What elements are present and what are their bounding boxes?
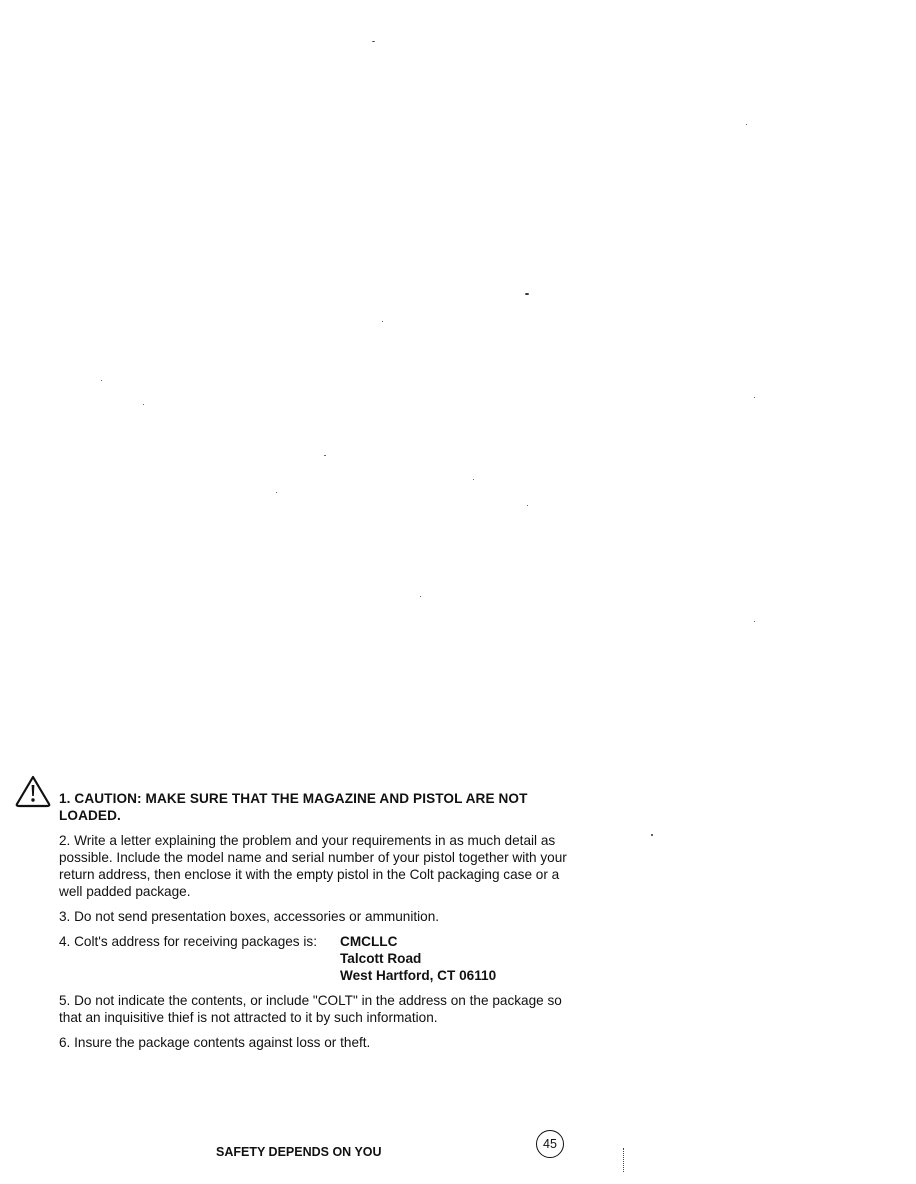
margin-mark xyxy=(623,1148,626,1172)
address-line-3: West Hartford, CT 06110 xyxy=(340,968,497,983)
scan-speck xyxy=(651,834,653,836)
scan-speck xyxy=(746,124,747,125)
address-line-1: CMCLLC xyxy=(340,934,398,949)
scan-speck xyxy=(101,380,102,381)
scan-speck xyxy=(324,455,326,456)
address-line-2: Talcott Road xyxy=(340,951,422,966)
caution-step: 1. CAUTION: MAKE SURE THAT THE MAGAZINE AND PISTOL ARE NOT LOADED. xyxy=(59,791,528,823)
scan-speck xyxy=(382,321,383,322)
page-number: 45 xyxy=(536,1130,564,1158)
scan-speck xyxy=(754,621,755,622)
scan-speck xyxy=(754,397,755,398)
step-3: 3. Do not send presentation boxes, accessories or ammunition. xyxy=(59,909,440,924)
scan-speck xyxy=(525,293,529,295)
scan-speck xyxy=(473,479,474,480)
warning-triangle-icon xyxy=(14,774,52,808)
scan-speck xyxy=(527,505,528,506)
shipping-instructions xyxy=(59,790,579,1059)
step-4 xyxy=(59,933,579,984)
scan-speck xyxy=(143,404,144,405)
scan-speck xyxy=(372,41,375,42)
step-2: 2. Write a letter explaining the problem and your requirements in as much detail as possible. Include the model name and serial number of your pistol together with your return address, then enclose it with the empty pistol in the Colt packaging case or a well padded package. xyxy=(59,833,567,899)
step-6: 6. Insure the package contents against loss or theft. xyxy=(59,1035,371,1050)
footer-slogan: SAFETY DEPENDS ON YOU xyxy=(216,1145,382,1159)
scan-speck xyxy=(420,596,421,597)
colt-address xyxy=(340,933,496,984)
scan-speck xyxy=(276,492,277,493)
step-5: 5. Do not indicate the contents, or include "COLT" in the address on the package so that an inquisitive thief is not attracted to it by such information. xyxy=(59,993,562,1025)
step-4-label: 4. Colt's address for receiving packages is: xyxy=(59,934,317,949)
